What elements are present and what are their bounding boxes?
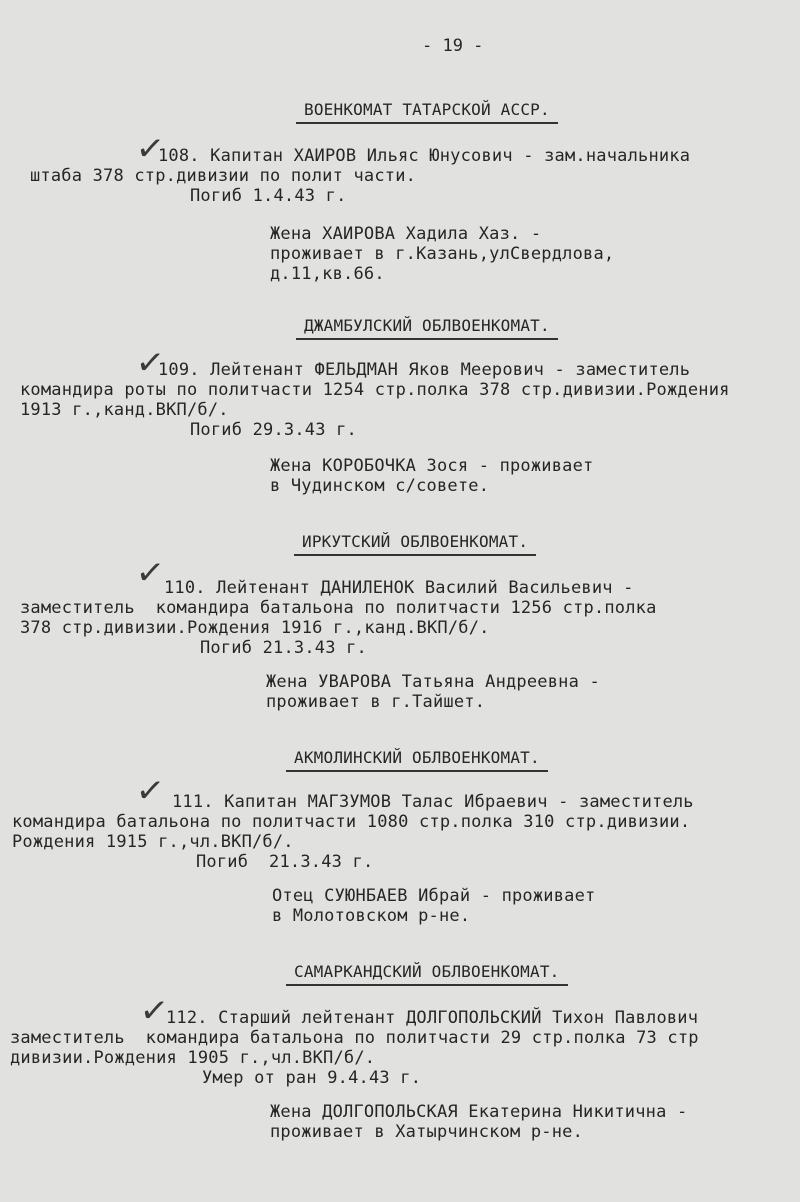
check-mark-icon: ✓ <box>133 127 167 171</box>
check-mark-icon: ✓ <box>133 551 167 595</box>
relative-line: Жена ХАИРОВА Хадила Хаз. - <box>270 224 542 244</box>
section-header: АКМОЛИНСКИЙ ОБЛВОЕНКОМАТ. <box>286 748 548 772</box>
entry-line: 1913 г.,канд.ВКП/б/. <box>20 400 229 420</box>
entry-line: заместитель командира батальона по политчасти 1256 стр.полка <box>20 598 657 618</box>
check-mark-icon: ✓ <box>133 769 167 813</box>
relative-line: проживает в Хатырчинском р-не. <box>270 1122 584 1142</box>
entry-status: Погиб 1.4.43 г. <box>190 186 347 206</box>
relative-line: Жена УВАРОВА Татьяна Андреевна - <box>266 672 600 692</box>
relative-line: проживает в г.Тайшет. <box>266 692 486 712</box>
section-header: САМАРКАНДСКИЙ ОБЛВОЕНКОМАТ. <box>286 962 568 986</box>
entry-line: командира роты по политчасти 1254 стр.полка 378 стр.дивизии.Рождения <box>20 380 730 400</box>
entry-status: Умер от ран 9.4.43 г. <box>202 1068 422 1088</box>
entry-line: 111. Капитан МАГЗУМОВ Талас Ибраевич - заместитель <box>172 792 694 812</box>
entry-status: Погиб 21.3.43 г. <box>196 852 374 872</box>
entry-line: 108. Капитан ХАИРОВ Ильяс Юнусович - зам.начальника <box>158 146 691 166</box>
relative-line: проживает в г.Казань,улСвердлова, <box>270 244 615 264</box>
relative-line: д.11,кв.66. <box>270 264 385 284</box>
entry-line: 110. Лейтенант ДАНИЛЕНОК Василий Васильевич - <box>164 578 634 598</box>
relative-line: в Молотовском р-не. <box>272 906 471 926</box>
entry-status: Погиб 21.3.43 г. <box>200 638 367 658</box>
entry-line: заместитель командира батальона по политчасти 29 стр.полка 73 стр <box>10 1028 699 1048</box>
relative-line: в Чудинском с/совете. <box>270 476 490 496</box>
entry-line: дивизии.Рождения 1905 г.,чл.ВКП/б/. <box>10 1048 376 1068</box>
check-mark-icon: ✓ <box>137 989 171 1033</box>
entry-status: Погиб 29.3.43 г. <box>190 420 357 440</box>
entry-line: штаба 378 стр.дивизии по полит части. <box>30 166 417 186</box>
entry-line: Рождения 1915 г.,чл.ВКП/б/. <box>12 832 294 852</box>
section-header: ДЖАМБУЛСКИЙ ОБЛВОЕНКОМАТ. <box>296 316 558 340</box>
section-header: ИРКУТСКИЙ ОБЛВОЕНКОМАТ. <box>294 532 536 556</box>
check-mark-icon: ✓ <box>133 341 167 385</box>
entry-line: 109. Лейтенант ФЕЛЬДМАН Яков Меерович - заместитель <box>158 360 691 380</box>
relative-line: Жена КОРОБОЧКА Зося - проживает <box>270 456 594 476</box>
relative-line: Жена ДОЛГОПОЛЬСКАЯ Екатерина Никитична - <box>270 1102 688 1122</box>
page-number: - 19 - <box>422 36 484 56</box>
relative-line: Отец СУЮНБАЕВ Ибрай - проживает <box>272 886 596 906</box>
entry-line: 378 стр.дивизии.Рождения 1916 г.,канд.ВКП/б/. <box>20 618 490 638</box>
entry-line: командира батальона по политчасти 1080 стр.полка 310 стр.дивизии. <box>12 812 691 832</box>
section-header: ВОЕНКОМАТ ТАТАРСКОЙ АССР. <box>296 100 558 124</box>
entry-line: 112. Старший лейтенант ДОЛГОПОЛЬСКИЙ Тихон Павлович <box>166 1008 699 1028</box>
